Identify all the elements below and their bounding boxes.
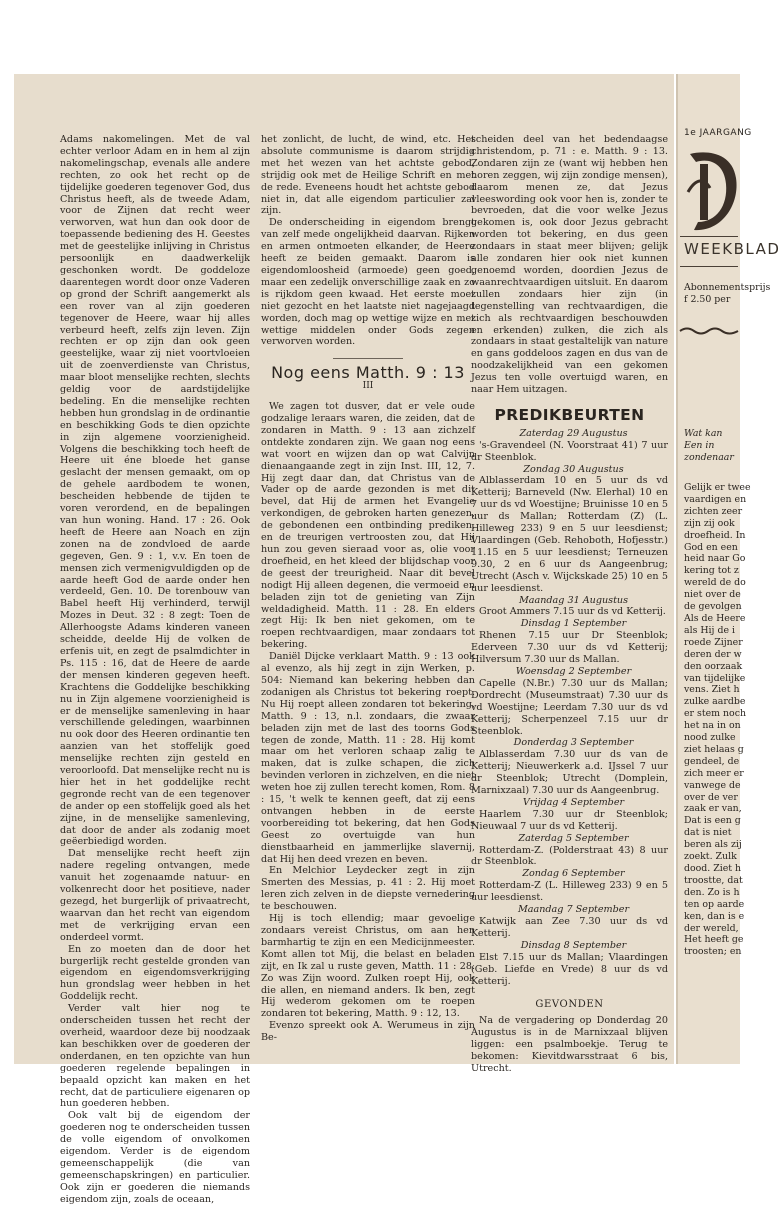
right-page-line: als Hij de i (684, 624, 735, 636)
schedule-entry: Rhenen 7.15 uur Dr Steenblok; Ederveen 7.30 uur ds vd Ketterij; Hilversum 7.30 uur ds Mallan. (471, 630, 668, 666)
right-page-line: vaardigen en (684, 493, 747, 505)
right-page-line: droefheid. In (684, 529, 746, 541)
paragraph: We zagen tot dusver, dat er vele oude godzalige leraars waren, die zeiden, dat de zondaren in Matth. 9 : 13 aan zichzelf ontdekte zondaren zijn. We gaan nog eens wat voort en wijzen dan op wat Calvijn dienaangaande zegt in zijn Inst. III, 12, 7. Hij zegt daar dan, dat Christus van de Vader op de aarde gezonden is met dit bevel, dat Hij de armen het Evangelie verkondigen, de gebroken harten genezen, de gebondenen een ontbinding prediken, en de treurigen vertroosten zou, dat Hij hun zou geven sieraad voor as, olie voor droefheid, en het kleed der blijdschap voor de geest der treurigheid. Naar dit bevel nodigt Hij alleen degenen, die vermoeid en beladen zijn tot de genieting van Zijn weldadigheid. Matth. 11 : 28. En elders zegt Hij: Ik ben niet gekomen, om te roepen rechtvaardigen, maar zondaars tot bekering. (261, 401, 475, 651)
paragraph: Evenzo spreekt ook A. Werumeus in zijn Be- (261, 1020, 475, 1044)
right-page-line: zaak er van, (684, 803, 742, 815)
schedule-date: Dinsdag 8 September (520, 939, 627, 951)
schedule-date: Woensdag 2 September (515, 665, 632, 677)
right-page-body (684, 482, 751, 958)
right-page-line: ten op aarde (684, 898, 745, 910)
right-page-line: dood. Ziet h (684, 863, 742, 874)
gevonden-text: Na de vergadering op Donderdag 20 Augustus is in de Marnixzaal blijven liggen: een psalmboekje. Terug te bekomen: Kievitdwarsstraat 6 bis, Utrecht. (471, 1015, 668, 1074)
right-page-line: deren der w (684, 648, 742, 660)
right-page-line: dat is niet (684, 827, 732, 839)
column-2 (261, 134, 475, 1044)
right-page-line: Gelijk er twee (684, 482, 751, 493)
right-page-quote (684, 428, 738, 464)
schedule-entry: Katwijk aan Zee 7.30 uur ds vd Ketterij. (471, 916, 668, 939)
paragraph: scheiden deel van het bedendaagse christendom, p. 71 : e. Matth. 9 : 13. Zondaren zijn ze (want wij hebben hen horen zeggen, wij zijn zondige mensen), daarom menen ze, dat Jezus vleeswording ook voor hen is, zonder te bevroeden, dat die voor welke Jezus gekomen is, ook door Jezus gebracht worden tot bekering, en dus geen zondaars in staat meer blijven; gelijk alle zondaren hier ook niet kunnen genoemd worden, doordien Jezus de waanrechtvaardigen uitsluit. En daarom zullen zondaars hier zijn (in tegenstelling van rechtvaardigen, die zich als rechtvaardigen beschouwden en erkenden) zulken, die zich als zondaars in staat gestaltelijk van nature en gans goddeloos zagen en dus van de noodzakelijkheid van een gekomen Jezus ten volle overtuigd waren, en naar Hem uitzagen. (471, 134, 668, 396)
predikbeurten-heading: PREDIKBEURTEN (494, 405, 645, 424)
quote-line: Wat kan (684, 428, 723, 439)
right-page-line: ziet helaas g (684, 743, 744, 755)
schedule-entry: Haarlem 7.30 uur dr Steenblok; Nieuwaal 7 uur ds vd Ketterij. (471, 808, 668, 832)
paragraph: Adams nakomelingen. Met de val echter verloor Adam en in hem al zijn nakomelingschap, evenals alle andere rechten, zo ook het recht op de tijdelijke goederen tegenover God, dus Christus heeft, als de tweede Adam, voor de Zijnen dat recht weer verworven, wat hun dan ook door de toepassende bediening des H. Geestes met de geestelijke inlijving in Christus persoonlijk en daadwerkelijk geschonken wordt. De goddeloze daarentegen wordt door onze Vaderen op grond der Schrift aangemerkt als een rover van al zijn goederen tegenover de Heere, waar hij alles verbeurd heeft, zelfs zijn leven. Zijn rechten er op zijn dan ook geen geestelijke, waar zij niet voortvloeien uit de zoenverdienste van Christus, maar bloot menselijke rechten, slechts geldig voor de aardstijdelijke bedeling. En die menselijke rechten hebben hun grondslag in de ordinantie en beschikking Gods te dien opzichte in zijn algemene voorzienigheid. Volgens die beschikking toch heeft de Heere uit éne bloede het ganse geslacht der mensen gemaakt, om op de gehele aardbodem te wonen, bescheiden hebbende de tijden te voren verordend, en de bepalingen van hun woning. Hand. 17 : 26. Ook heeft de Heere aan Noach en zijn zonen na de zondvloed de aarde gegeven, Gen. 9 : 1, v.v. En toen de mensen zich vermenigvuldigden op de aarde heeft God de aarde onder hen verdeeld, Gen. 10. De torenbouw van Babel heeft Hij verhinderd, terwijl Mozes in Deut. 32 : 8 zegt: Toen de Allerhoogste Adams kinderen vaneen scheidde, deelde Hij de volken de erfenis uit, en zegt de psalmdichter in Ps. 115 : 16, dat de Heere de aarde der mensen kinderen gegeven heeft. Krachtens die Goddelijke beschikking nu in Zijn algemene voorzienigheid is er de menselijke samenleving in haar verschillende geledingen, waarbinnen nu ook door des Heeren ordinantie ten aanzien van het stoffelijk goed menselijke rechten zijn gesteld en veroorloofd. Dat menselijke recht nu is hier het in het goddelijke recht gegronde recht van de een tegenover de ander op een stoffelijk goed als het zijne, in de menselijke samenleving, dat door de ander als zodanig moet geëerbiedigd worden. (60, 134, 250, 848)
right-page-line: nood zulke (684, 732, 736, 744)
right-page-line: roede Zijner (684, 636, 743, 648)
paragraph: Dat menselijke recht heeft zijn nadere regeling ontvangen, mede vanuit het zogenaamde natuur- en volkenrecht door het positieve, nader gezegd, het burgerlijk of privaatrecht, waarvan dan het recht van eigendom met de verkrijging ervan een onderdeel vormt. (60, 848, 250, 943)
right-page-line: wereld de do (684, 577, 746, 589)
masthead-rule (680, 266, 738, 267)
right-page-line: ken, dan is e (684, 910, 745, 922)
schedule-entry: Elst 7.15 uur ds Mallan; Vlaardingen (Geb. Liefde en Vrede) 8 uur ds vd Ketterij. (471, 951, 668, 987)
right-page-line: gendeel, de (684, 755, 740, 767)
right-page-line: het na in on (684, 720, 741, 732)
right-page-line: zijn zij ook (684, 517, 735, 529)
schedule-entry: 's-Gravendeel (N. Voorstraat 41) 7 uur dr Steenblok. (471, 439, 668, 463)
paragraph: En zo moeten dan de door het burgerlijk recht gestelde gronden van eigendom en eigendomsverkrijging hun grondslag weer hebben in het Goddelijk recht. (60, 943, 250, 1003)
wave-ornament-icon (680, 326, 738, 336)
right-page-line: der wereld, (684, 922, 739, 934)
right-page-line: God en een (684, 541, 738, 553)
quote-line: zondenaar (684, 451, 734, 463)
right-page-line: troostte, dat (684, 874, 743, 886)
right-page-line: vens. Ziet h (684, 684, 740, 696)
schedule-date: Donderdag 3 September (513, 737, 634, 749)
right-page-line: over de ver (684, 791, 738, 803)
right-page-line: vanwege de (684, 779, 741, 791)
right-page-line: zichten zeer (684, 505, 743, 517)
schedule-date: Maandag 7 September (517, 904, 630, 916)
schedule-entry: Rotterdam-Z (L. Hilleweg 233) 9 en 5 uur leesdienst. (471, 880, 668, 904)
schedule-date: Vrijdag 4 September (522, 796, 625, 808)
right-page-line: zich meer er (684, 767, 744, 779)
paragraph: Hij is toch ellendig; maar gevoelige zondaars vereist Christus, om aan hen barmhartig te zijn en een Medicijnmeester. Komt allen tot Mij, die belast en beladen zijt, en Ik zal u ruste geven, Matth. 11 : 28. Zo was Zijn woord. Zulken roept Hij, ook die allen, en niemand anders. Ik ben, zegt Hij wederom gekomen om te roepen zondaren tot bekering, Matth. 9 : 12, 13. (261, 913, 475, 1020)
schedule-entry: Rotterdam-Z. (Polderstraat 43) 8 uur dr Steenblok. (471, 844, 668, 868)
schedule-date: Zondag 6 September (522, 868, 625, 880)
right-page-line: Het heeft ge (684, 934, 744, 946)
paragraph: De onderscheiding in eigendom brengt van zelf mede ongelijkheid daarvan. Rijken en armen ontmoeten elkander, de Heere heeft ze beiden gemaakt. Daarom is eigendomloosheid (armoede) geen goed, maar een zedelijk onverschillige zaak en zo is rijkdom geen kwaad. Het eerste moet niet gezocht en het laatste niet nagejaagd worden, doch mag op wettige wijze en met wettige middelen onder Gods zegen verworven worden. (261, 217, 475, 348)
right-page-line: zulke aardbe (684, 696, 746, 708)
paragraph: het zonlicht, de lucht, de wind, etc. Het absolute communisme is daarom strijdig met het wezen van het achtste gebod, strijdig ook met de Heilige Schrift en met de rede. Eveneens houdt het achtste gebod niet in, dat alle eigendom particulier zal zijn. (261, 134, 475, 217)
schedule-date: Zondag 30 Augustus (523, 463, 624, 475)
preaching-schedule (471, 428, 668, 988)
masthead-initial-icon (686, 148, 738, 236)
column-1 (60, 134, 250, 1206)
paragraph: Daniël Dijcke verklaart Matth. 9 : 13 ook al evenzo, als hij zegt in zijn Werken, p. 504: Niemand kan bekering hebben dan zodanigen als Christus tot bekering roept. Nu Hij roept alleen zondaren tot bekering, Matth. 9 : 13, n.l. zondaars, die zwaar beladen zijn met de last des toorns Gods tegen de zonde, Matth. 11 : 28. Hij komt maar om het verloren schaap zalig te maken, dat is zulke schapen, die zich bevinden verloren in zichzelven, en die niet weten hoe zij zullen terecht komen, Rom. 8 : 15, 't welk te kennen geeft, dat zij eens ontvangen hebben in de eerste voorbereiding tot bekering, dat hen Gods Geest zo overtuigde van hun dienstbaarheid en jammerlijke slavernij, dat Hij hen deed vrezen en beven. (261, 651, 475, 865)
subscription-line: Abonnementsprijs (684, 282, 771, 293)
right-page-line: Dat is een g (684, 815, 741, 827)
article-title: Nog eens Matth. 9 : 13 (271, 363, 465, 383)
column-3 (471, 134, 668, 1075)
paragraph: Ook valt bij de eigendom der goederen nog te onderscheiden tussen de volle eigendom of onvolkomen eigendom. Verder is de eigendom gemeenschappelijk (die van gemeenschapskringen) en particulier. Ook zijn er goederen die niemands eigendom zijn, zoals de oceaan, (60, 1110, 250, 1205)
right-page-line: niet over de (684, 589, 741, 601)
schedule-date: Dinsdag 1 September (520, 618, 627, 630)
right-page-line: den oorzaak (684, 660, 743, 672)
right-page-header: 1e JAARGANG (684, 128, 752, 138)
divider (333, 358, 403, 359)
schedule-date: Zaterdag 5 September (518, 832, 629, 844)
right-page-subscription (684, 282, 771, 306)
schedule-date: Maandag 31 Augustus (518, 594, 629, 606)
right-page-line: zoekt. Zulk (684, 851, 737, 863)
right-page-line: den. Zo is h (684, 886, 740, 898)
right-page-line: heid naar Go (684, 553, 746, 565)
schedule-entry: Groot Ammers 7.15 uur ds vd Ketterij. (479, 606, 666, 618)
schedule-entry: Capelle (N.Br.) 7.30 uur ds Mallan; Dordrecht (Museumstraat) 7.30 uur ds vd Woestijne; Leerdam 7.30 uur ds vd Ketterij; Scherpenzeel 7.15 uur dr Steenblok. (471, 677, 668, 737)
right-page-line: de gevolgen (684, 601, 742, 613)
subscription-line: f 2.50 per (684, 293, 731, 305)
right-page-line: kering tot z (684, 565, 739, 577)
right-page-line: van tijdelijke (684, 672, 746, 684)
quote-line: Een in (684, 439, 715, 451)
paragraph: En Melchior Leydecker zegt in zijn Smerten des Messias, p. 41 : 2. Hij moet leren zich zelven in de diepste vernedering te beschouwen. (261, 865, 475, 913)
paragraph: Verder valt hier nog te onderscheiden tussen het recht der overheid, waardoor deze bij noodzaak kan beschikken over de goederen der onderdanen, en ten opzichte van hun goederen regelende bepalingen in bepaald opzicht kan maken en het recht, dat de particuliere eigenaren op hun goederen hebben. (60, 1003, 250, 1110)
gevonden-heading: GEVONDEN (535, 999, 604, 1011)
masthead-rule (680, 236, 738, 237)
schedule-date: Zaterdag 29 Augustus (519, 427, 628, 439)
right-page-weekly: WEEKBLAD (684, 240, 780, 258)
schedule-entry: Alblasserdam 10 en 5 uur ds vd Ketterij; Barneveld (Nw. Elerhal) 10 en 7 uur ds vd Woestijne; Bruinisse 10 en 5 uur ds Mallan; Rotterdam (Z) (L. Hilleweg 233) 9 en 5 uur leesdienst; Vlaardingen (Geb. Rehoboth, Hofjesstr.) 11.15 en 5 uur leesdienst; Terneuzen 9.30, 2 en 6 uur ds Aangeenbrug; Utrecht (Asch v. Wijckskade 25) 10 en 5 uur leesdienst. (471, 475, 668, 594)
article-part: III (362, 381, 374, 392)
right-page-line: er stem noch (684, 708, 746, 720)
right-page-line: troosten; en (684, 946, 742, 958)
right-page-line: beren als zij (684, 839, 742, 851)
right-page-line: Als de Heere (684, 612, 746, 624)
schedule-entry: Alblasserdam 7.30 uur ds van de Ketterij; Nieuwerkerk a.d. IJssel 7 uur dr Steenblok; Utrecht (Domplein, Marnixzaal) 7.30 uur ds Aangeenbrug. (471, 749, 668, 797)
